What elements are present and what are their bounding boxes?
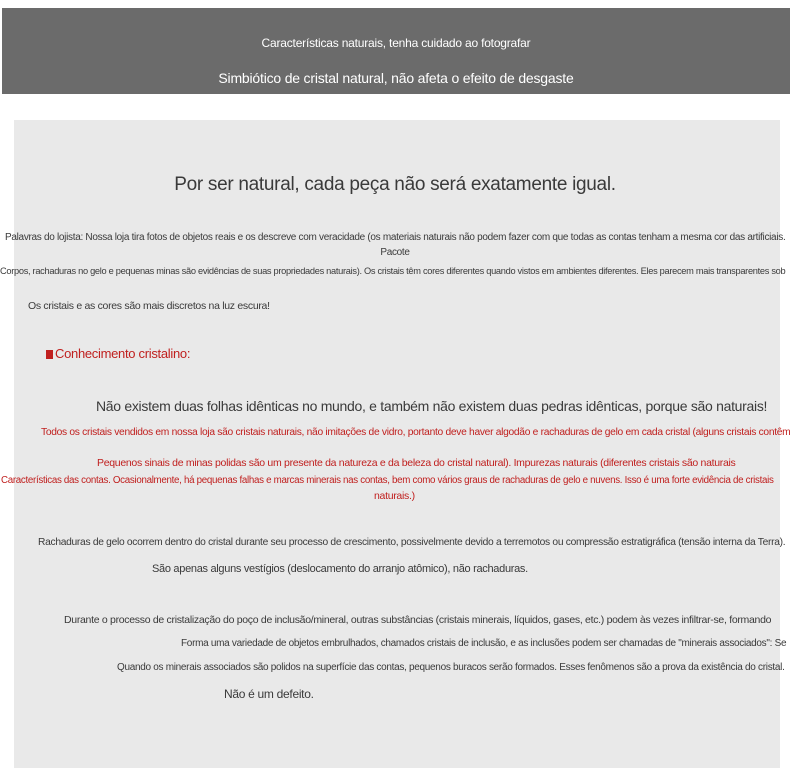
ice-crack-line-1: Rachaduras de gelo ocorrem dentro do cristal durante seu processo de crescimento, possivelmente devido a terremotos ou compressão estratigráfica (tensão interna da Terra). (38, 537, 786, 548)
red-note-line-4: naturais.) (374, 490, 415, 502)
red-note-line-3: Características das contas. Ocasionalmente, há pequenas falhas e marcas minerais nas contas, bem como vários graus de rachaduras de gelo e nuvens. Isso é uma forte evidência de cristais (1, 475, 774, 486)
no-two-leaves-line: Não existem duas folhas idênticas no mundo, e também não existem duas pedras idênticas, porque são naturais! (96, 398, 768, 414)
inclusion-line-2: Forma uma variedade de objetos embrulhados, chamados cristais de inclusão, e as inclusões podem ser chamadas de "minerais associados": Se (181, 638, 787, 649)
shopkeeper-note-line-2: Pacote (380, 247, 410, 258)
shopkeeper-note-line-3: Corpos, rachaduras no gelo e pequenas minas são evidências de suas propriedades naturais). Os cristais têm cores diferentes quando vistos em ambientes diferentes. Eles parecem mais transparentes sob (0, 266, 786, 276)
banner-line-2: Simbiótico de cristal natural, não afeta o efeito de desgaste (218, 70, 574, 86)
top-banner (2, 8, 790, 94)
ice-crack-line-2: São apenas alguns vestígios (deslocamento do arranjo atômico), não rachaduras. (152, 563, 528, 575)
red-note-line-1: Todos os cristais vendidos em nossa loja são cristais naturais, não imitações de vidro, portanto deve haver algodão e rachaduras de gelo em cada cristal (alguns cristais contêm (41, 427, 790, 438)
shopkeeper-note-line-1: Palavras do lojista: Nossa loja tira fotos de objetos reais e os descreve com veracidade (os materiais naturais não podem fazer com que todas as contas tenham a mesma cor das artificiais. (5, 232, 786, 243)
bullet-icon (46, 350, 53, 359)
page-heading: Por ser natural, cada peça não será exatamente igual. (174, 174, 616, 195)
red-note-line-2: Pequenos sinais de minas polidas são um presente da natureza e da beleza do cristal natural). Impurezas naturais (diferentes cristais são naturais (97, 457, 736, 469)
crystal-knowledge-label: Conhecimento cristalino: (55, 346, 191, 361)
inclusion-line-3: Quando os minerais associados são polidos na superfície das contas, pequenos buracos serão formados. Esses fenômenos são a prova da existência do cristal. (117, 662, 785, 673)
inclusion-line-1: Durante o processo de cristalização do poço de inclusão/mineral, outras substâncias (cristais minerais, líquidos, gases, etc.) podem às vezes infiltrar-se, formando (64, 614, 772, 626)
banner-line-1: Características naturais, tenha cuidado ao fotografar (261, 36, 531, 50)
not-a-defect-line: Não é um defeito. (224, 687, 314, 701)
shopkeeper-note-line-4: Os cristais e as cores são mais discretos na luz escura! (28, 300, 270, 312)
crystal-knowledge-title (46, 346, 190, 361)
